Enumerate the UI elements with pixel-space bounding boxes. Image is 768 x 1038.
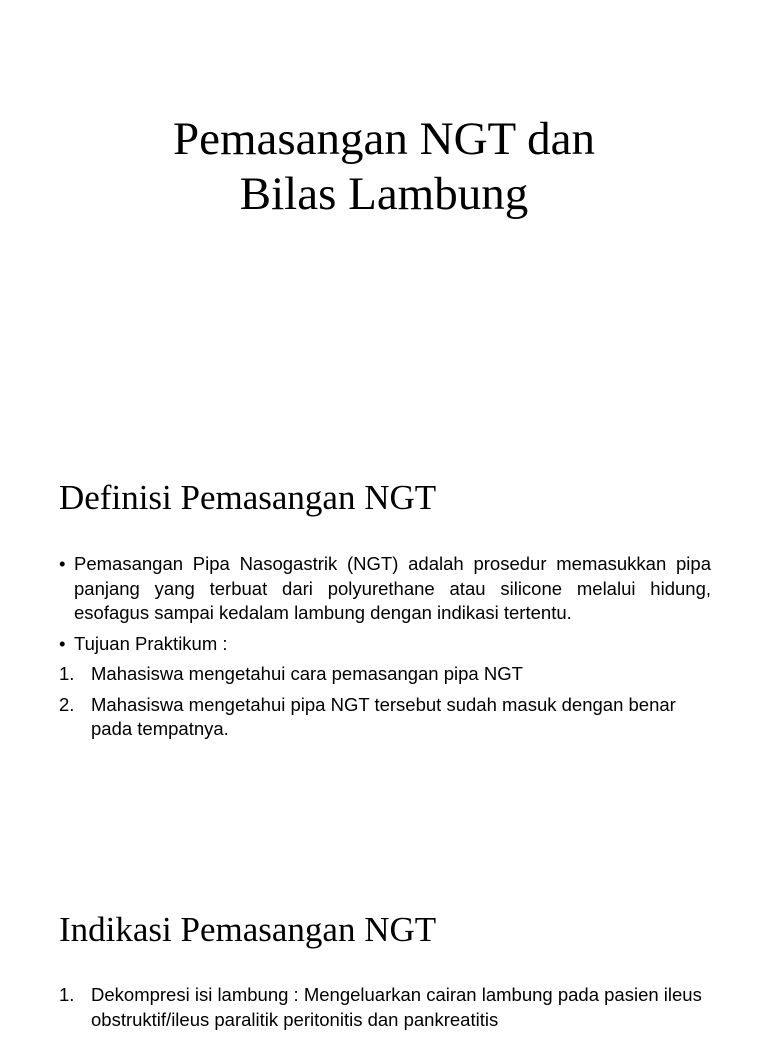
bullet-text: Pemasangan Pipa Nasogastrik (NGT) adalah prosedur memasukkan pipa panjang yang terbuat dari polyurethane atau silicone melalui hidung, esofagus sampai kedalam lambung dengan indikasi tertentu. bbox=[74, 553, 711, 623]
title-line-2: Bilas Lambung bbox=[239, 168, 529, 220]
item-number: 1. bbox=[59, 984, 75, 1005]
title-line-1: Pemasangan NGT dan bbox=[172, 113, 596, 165]
bullet-item bbox=[59, 552, 711, 626]
item-text: Dekompresi isi lambung : Mengeluarkan cairan lambung pada pasien ileus obstruktif/ileus paralitik peritonitis dan pankreatitis bbox=[91, 984, 702, 1030]
numbered-item bbox=[59, 662, 711, 687]
bullet-dot-icon: • bbox=[59, 553, 66, 574]
item-text: Mahasiswa mengetahui pipa NGT tersebut sudah masuk dengan benar pada tempatnya. bbox=[91, 693, 676, 739]
definisi-heading: Definisi Pemasangan NGT bbox=[59, 478, 437, 517]
numbered-item bbox=[59, 983, 711, 1032]
numbered-item bbox=[59, 693, 711, 742]
bullet-dot-icon: • bbox=[59, 632, 66, 654]
item-text: Mahasiswa mengetahui cara pemasangan pipa NGT bbox=[91, 663, 523, 684]
item-number: 2. bbox=[59, 693, 75, 715]
item-number: 1. bbox=[59, 663, 75, 684]
indikasi-heading: Indikasi Pemasangan NGT bbox=[59, 910, 437, 949]
definisi-content bbox=[59, 552, 711, 748]
bullet-text: Tujuan Praktikum : bbox=[74, 632, 228, 654]
indikasi-content bbox=[59, 983, 711, 1038]
bullet-item bbox=[59, 632, 711, 657]
title-slide-heading bbox=[0, 112, 768, 222]
